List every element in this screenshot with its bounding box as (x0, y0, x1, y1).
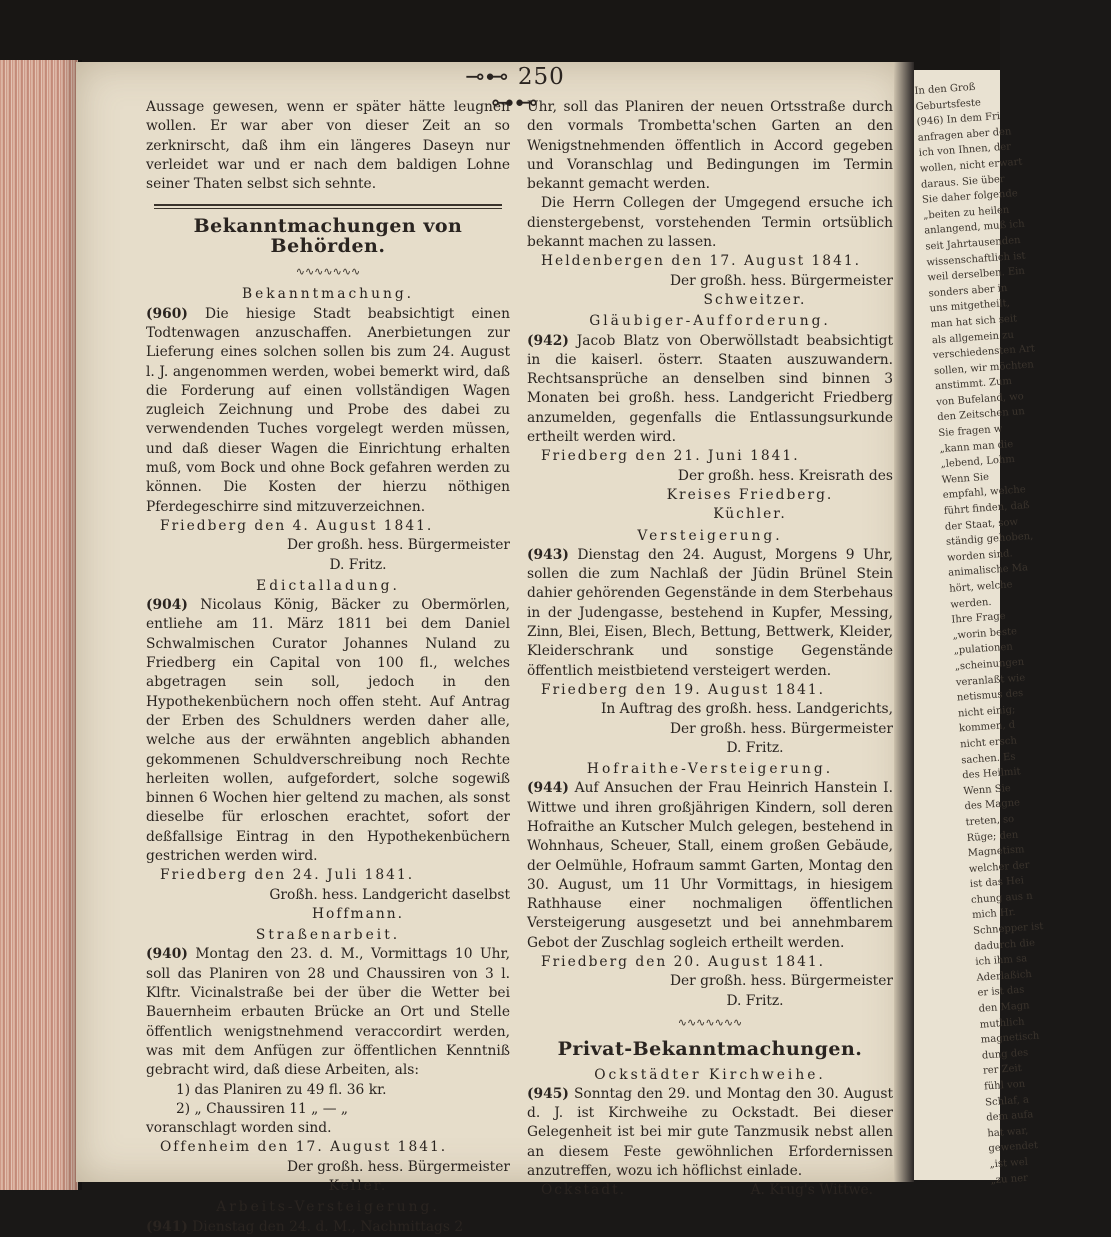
sliver-line: sollen, wir möchten (933, 359, 1035, 377)
book-gutter (894, 62, 914, 1182)
sliver-line: „worin beste (952, 625, 1018, 642)
notice-signature-name: D. Fritz. (726, 992, 784, 1009)
sliver-line: dadurch die (973, 937, 1036, 953)
sliver-line: verschiedensten Art (932, 343, 1036, 362)
notice-signature: Der großh. hess. Bürgermeister (669, 973, 893, 990)
notice-signature-name: Schweitzer. (703, 291, 807, 308)
sliver-line: von Bufeland, wo (935, 390, 1025, 409)
sliver-line: Magnetism (967, 844, 1025, 860)
sliver-line: gewendet (988, 1140, 1039, 1155)
sliver-line: ständig gehoben, (945, 531, 1034, 549)
opening-text: Aussage gewesen, wenn er später hätte leugnen wollen. Er war aber von dieser Zeit an so zerknirscht, daß ihm ein längeres Daseyn nur verleidet war und er nach dem baldigen Lohne seiner Thaten selbst sich sehnte. (146, 99, 510, 193)
notice-signature: In Auftrag des großh. hess. Landgerichts, (600, 701, 893, 718)
notice-place-date: Friedberg den 21. Juni 1841. (541, 448, 800, 465)
notice-heading: Versteigerung. (637, 527, 783, 544)
notice-signature-name: D. Fritz. (726, 739, 784, 756)
notice-body: Dienstag den 24. August, Morgens 9 Uhr, sollen die zum Nachlaß der Jüdin Brünel Stein dahier gehörenden Gegenstände in dem Sterbehaus in der Judengasse, bestehend in Kupfer, Messing, Zinn, Blei, Eisen, Blech, Bettung, Bettwerk, Kleider, Kleiderschrank und sonstige Gegenstände öffentlich meistbietend versteigert werden. (527, 546, 894, 679)
notice-place-date: Friedberg den 20. August 1841. (541, 954, 826, 971)
sliver-line: Sie daher folgende (921, 188, 1019, 206)
notice-signature: Kreises Friedberg. (666, 486, 834, 503)
sliver-line: „beiten zu heilen (922, 204, 1010, 222)
sliver-line: des Magne (964, 797, 1021, 813)
sliver-line: ist das Hei (969, 875, 1025, 891)
sliver-line: des Heilmit (962, 766, 1022, 782)
sliver-line: „lebend, Lohm (940, 454, 1016, 471)
notice-904 (146, 577, 510, 924)
sliver-line: hat war, (987, 1125, 1029, 1140)
notice-place-date: Offenheim den 17. August 1841. (160, 1139, 448, 1156)
notice-signature: Der großh. hess. Bürgermeister (669, 272, 893, 289)
scan-background (0, 0, 1000, 70)
notice-heading: Arbeits-Versteigerung. (216, 1199, 440, 1216)
sliver-line: wollen, nicht erwart (919, 156, 1023, 175)
sliver-line: magnetisch (980, 1030, 1040, 1046)
sliver-line: Sie fragen w (938, 423, 1003, 440)
sliver-line: empfahl, welche (942, 484, 1027, 502)
section-divider (154, 204, 502, 209)
sliver-line: man hat sich seit (930, 313, 1018, 331)
sliver-line: Wenn Sie (963, 782, 1012, 797)
notice-body: Die Herrn Collegen der Umgegend ersuche ich dienstergebenst, vorstehenden Termin ortsüblich bekannt machen zu lassen. (527, 195, 893, 251)
sliver-line: anstimmt. Zum (934, 376, 1013, 393)
sliver-line: sachen. Es (960, 751, 1016, 766)
section-title-official: Bekanntmachungen von Behörden. (193, 215, 463, 257)
next-page-text (914, 76, 1111, 1189)
notice-place-date: Friedberg den 19. August 1841. (541, 681, 826, 698)
notice-number: (904) (146, 597, 188, 614)
sliver-line: er ist das (977, 984, 1025, 1000)
notice-signature-name: Küchler. (713, 506, 787, 523)
left-column (146, 98, 510, 1237)
sliver-line: den Magn (978, 1000, 1030, 1015)
sliver-line: wissenschaftlich ist (926, 250, 1026, 269)
sliver-line: nicht ersch (959, 735, 1018, 751)
notice-heading: Ockstädter Kirchweihe. (594, 1066, 826, 1083)
notice-text: voranschlagt worden sind. (146, 1120, 332, 1137)
ornament-left-icon: ⊸⊷ (465, 64, 518, 90)
wavy-ornament-icon: ∿∿∿∿∿∿∿ (677, 1015, 743, 1029)
notice-number: (943) (527, 546, 569, 563)
notice-signature-name: Keller. (328, 1178, 388, 1195)
sliver-line: als allgemein zu (931, 329, 1015, 346)
notice-body: Dienstag den 24. d. M., Nachmittags 2 (192, 1218, 464, 1235)
notice-number: (944) (527, 780, 569, 797)
notice-body: Nicolaus König, Bäcker zu Obermörlen, entliehe am 11. März 1811 bei dem Daniel Schwalmischen Curator Johannes Nuland zu Friedberg ein Capital von 100 fl., welches abgetragen sein soll, jedoch in den Hypothekenbüchern noch offen steht. Auf Antrag der Erben des Schuldners werden daher alle, welche aus der erwähnten angeblich abhanden gekommenen Schuldverschreibung noch Rechte herleiten wollen, aufgefordert, solche sogewiß binnen 6 Wochen hier geltend zu machen, als sonst dieselbe für erloschen erachtet, sofort der deßfallsige Eintrag in den Hypothekenbüchern gestrichen werden wird. (146, 597, 510, 864)
notice-number: (960) (146, 305, 188, 322)
sliver-line: muthlich (979, 1016, 1025, 1031)
notice-place-date: Friedberg den 24. Juli 1841. (160, 867, 415, 884)
sliver-line: führt finden, daß (943, 500, 1030, 517)
notice-number: (945) (527, 1085, 569, 1102)
sliver-line: Wenn Sie (941, 471, 990, 486)
list-item: 1) das Planiren zu 49 fl. 36 kr. (176, 1081, 387, 1098)
notice-944 (527, 760, 893, 1011)
notice-signature: Der großh. hess. Bürgermeister (669, 720, 893, 737)
notice-signature: Der großh. hess. Kreisrath des (677, 467, 893, 484)
page-number: ⊸⊷ 250 ⊶⊷ (465, 64, 565, 116)
sliver-line: den Zeitschen un (936, 406, 1026, 424)
notice-signature: Der großh. hess. Bürgermeister (286, 1158, 510, 1175)
sliver-line: sonders aber in (928, 282, 1008, 300)
sliver-line: anlangend, muß ich (923, 218, 1025, 237)
notice-body: Uhr, soll das Planiren der neuen Ortsstraße durch den vormals Trombetta'schen Garten an den Wenigstnehmenden öffentlich in Accord gegeben und Voranschlag und Bedingungen im Termin bekannt gemacht werden. (527, 99, 893, 193)
sliver-line: seit Jahrtausenden (925, 234, 1021, 253)
sliver-line: „zu ner (990, 1172, 1029, 1186)
notice-heading: Straßenarbeit. (255, 927, 401, 944)
notice-number: (942) (527, 332, 569, 349)
sliver-line: weil derselben. Ein (927, 265, 1026, 284)
sliver-line: treten, so (965, 813, 1015, 829)
sliver-line: fühl von (983, 1078, 1026, 1093)
sliver-line: „ist wel (989, 1156, 1029, 1171)
notice-943 (527, 527, 893, 759)
notice-number: (940) (146, 946, 188, 963)
notice-942 (527, 312, 893, 524)
sliver-line: worden sind. (946, 548, 1014, 564)
notice-body: Montag den 23. d. M., Vormittags 10 Uhr, soll das Planiren von 28 und Chaussiren von 3 l. Klftr. Vicinalstraße bei der über die Wetter bei Bauernheim erbauten Brücke an Ort und Stelle öffentlich wenigstnehmend veraccordirt werden, was mit dem Anfügen zur öffentlichen Kenntniß gebracht wird, daß diese Arbeiten, als: (146, 946, 510, 1079)
sliver-line: Schnepper ist (972, 921, 1044, 937)
wavy-ornament-icon: ∿∿∿∿∿∿∿ (295, 265, 361, 279)
sliver-line: hört, welche (948, 579, 1013, 595)
ornament-right-icon: ⊶⊷ (491, 90, 539, 116)
sliver-line: uns mitgetheilt, (929, 298, 1011, 315)
sliver-line: rer Zeit (982, 1063, 1023, 1077)
sliver-line: „pulationen (953, 641, 1014, 657)
notice-heading: Edictalladung. (256, 577, 400, 594)
sliver-line: ich ihm sa (975, 953, 1028, 969)
right-column (527, 98, 893, 1201)
notice-signature: Großh. hess. Landgericht daselbst (269, 886, 510, 903)
next-page-sliver (910, 70, 1044, 1186)
sliver-line: nicht einig; (957, 704, 1016, 720)
notice-body: Jacob Blatz von Oberwöllstadt beabsichtigt in die kaiserl. österr. Staaten auszuwandern. Rechtsansprüche an denselben sind binnen 3 Monaten bei großh. hess. Landgericht Friedberg anzumelden, gegenfalls die Entlassungsurkunde ertheilt werden wird. (527, 332, 893, 446)
notice-heading: Hofraithe-Versteigerung. (586, 761, 834, 778)
notice-place-date: Heldenbergen den 17. August 1841. (541, 253, 862, 270)
sliver-line: welcher der (968, 859, 1030, 875)
notice-signature-name: A. Krug's Wittwe. (750, 1182, 873, 1199)
sliver-line: Aderlaßich (976, 968, 1033, 984)
section-title-private: Privat-Bekanntmachungen. (557, 1038, 863, 1061)
sliver-line: daraus. Sie über (920, 173, 1005, 191)
sliver-line: anfragen aber den (917, 126, 1012, 144)
sliver-line: In den Groß (914, 81, 976, 97)
sliver-line: animalische Ma (947, 562, 1029, 580)
sliver-line: dung des (981, 1047, 1029, 1062)
notice-body: Auf Ansuchen der Frau Heinrich Hanstein I. Wittwe und ihren großjährigen Kindern, soll deren Hofraithe an Kutscher Mulch gelegen, bestehend in Wohnhaus, Scheuer, Stall, einem großen Gebäude, der Oelmühle, Hofraum sammt Garten, Montag den 30. August, um 11 Uhr Vormittags, in hiesigem Rathhause einer nochmaligen öffentlichen Versteigerung ausgesetzt und bei annehmbarem Gebot der Zuschlag sogleich ertheilt werden. (527, 780, 893, 951)
sliver-line: werden. (950, 596, 992, 611)
notice-number: (941) (146, 1218, 188, 1235)
notice-heading: Gläubiger-Aufforderung. (589, 313, 831, 330)
notice-body: Die hiesige Stadt beabsichtigt einen Todtenwagen anzuschaffen. Anerbietungen zur Lieferung eines solchen sollen bis zum 24. August l. J. angenommen werden, wobei bemerkt wird, daß die Forderung auf einen vollständigen Wagen zugleich Zeichnung und Probe des dabei zu verwendenden Tuches vorgelegt werden müssen, und daß dieser Wagen die Einrichtung erhalten muß, vom Bock und ohne Bock gefahren werden zu können. Die Kosten der hierzu nöthigen Pferdegeschirre sind mitzuverzeichnen. (146, 305, 510, 515)
sliver-line: veranlaßt wie (955, 672, 1026, 689)
sliver-line: kommen, d (958, 719, 1016, 735)
sliver-line: netismus des (956, 688, 1024, 704)
sliver-line: „kann man die (939, 438, 1014, 455)
sliver-line: Rüge; den (966, 829, 1019, 844)
notice-body: Sonntag den 29. und Montag den 30. August d. J. ist Kirchweihe zu Ockstadt. Bei dieser Gelegenheit ist bei mir gute Tanzmusik nebst allen an diesem Feste gewöhnlichen Erfordernissen anzutreffen, wozu ich höflichst einlade. (527, 1085, 894, 1180)
notice-signature: Der großh. hess. Bürgermeister (286, 537, 510, 554)
notice-place: Ockstadt. (541, 1182, 627, 1199)
sliver-line: der Staat, sow (944, 516, 1019, 533)
sliver-line: „scheinungen (954, 656, 1025, 673)
sliver-line: Ihre Frage (951, 611, 1007, 626)
sliver-line: mich Hr. (971, 907, 1016, 922)
list-item: 2) „ Chaussiren 11 „ — „ (176, 1100, 349, 1117)
notice-signature-name: Hoffmann. (311, 905, 405, 922)
notice-place-date: Friedberg den 4. August 1841. (160, 517, 434, 534)
notice-heading: Bekanntmachung. (241, 286, 415, 303)
notice-940 (146, 926, 510, 1196)
notice-960 (146, 285, 510, 574)
sliver-line: dem aufa (985, 1109, 1034, 1124)
notice-945 (527, 1066, 893, 1201)
sliver-line: ich von Ihnen, der (918, 141, 1012, 160)
sliver-line: Schlaf, a (984, 1094, 1030, 1109)
sliver-line: (946) In dem Fri (916, 111, 1001, 129)
notice-signature-name: D. Fritz. (329, 556, 387, 573)
sliver-line: chung aus n (970, 890, 1033, 906)
sliver-line: Geburtsfeste (915, 96, 982, 113)
